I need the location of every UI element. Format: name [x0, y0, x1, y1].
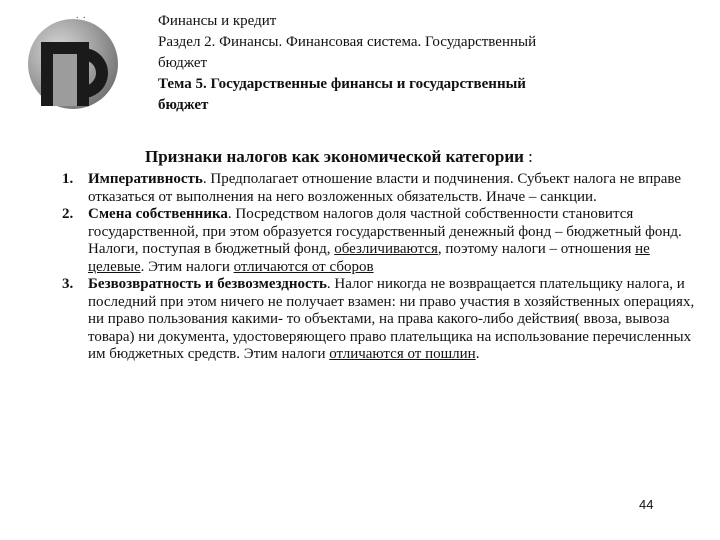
list-item: [62, 206, 702, 276]
topic-title-line1: Тема 5. Государственные финансы и государственный: [158, 76, 526, 92]
item-text: . Налог никогда не возвращается плательщику налога, и последний при этом ничего не получает взамен: ни право участия в хозяйственных операциях, ни право пользования какими- то объектами, на права какого-либо действия( ввоза, вывоза товара) ни документа, удостоверяющего право плательщика на использование перечисленных им бюджетных средств. Этим налоги: [88, 276, 695, 362]
item-term: Безвозвратность и безвозмездность: [88, 276, 327, 292]
list-item: [62, 171, 702, 206]
list-item: [62, 276, 702, 364]
item-number: 3.: [62, 276, 74, 292]
underlined-text: отличаются от пошлин: [329, 346, 476, 362]
topic-title-line2: бюджет: [158, 97, 209, 113]
slide-title-text: Признаки налогов как экономической категории: [145, 147, 524, 166]
tax-features-list: [62, 171, 702, 364]
section-title-line1: Раздел 2. Финансы. Финансовая система. Государственный: [158, 34, 537, 50]
item-term: Императивность: [88, 171, 203, 187]
item-text: . Посредством налогов доля частной собственности становится государственной, при этом образуется государственный денежный фонд – бюджетный фонд. Налоги, поступая в бюджетный фонд,: [88, 206, 682, 257]
course-name: Финансы и кредит: [158, 13, 277, 29]
item-text: . Этим налоги: [140, 258, 234, 275]
logo-mark-dots: . .: [76, 10, 87, 21]
institution-logo: [27, 18, 119, 110]
slide-title: [145, 147, 533, 167]
slide-title-colon: :: [523, 147, 533, 166]
item-term: Смена собственника: [88, 206, 228, 222]
underlined-text: обезличиваются: [334, 241, 438, 257]
item-number: 1.: [62, 171, 74, 187]
item-text: , поэтому налоги – отношения: [437, 241, 636, 257]
underlined-text: не целевые: [88, 241, 650, 275]
page-number: 44: [639, 497, 654, 512]
underlined-text: отличаются от сборов: [233, 258, 374, 275]
item-text: .: [475, 346, 480, 362]
slide-header: [158, 11, 678, 116]
item-number: 2.: [62, 206, 74, 222]
item-text: . Предполагает отношение власти и подчинения. Субъект налога не вправе отказаться от выполнения на него возложенных обязательств. Иначе – санкции.: [88, 171, 682, 205]
section-title-line2: бюджет: [158, 55, 208, 71]
